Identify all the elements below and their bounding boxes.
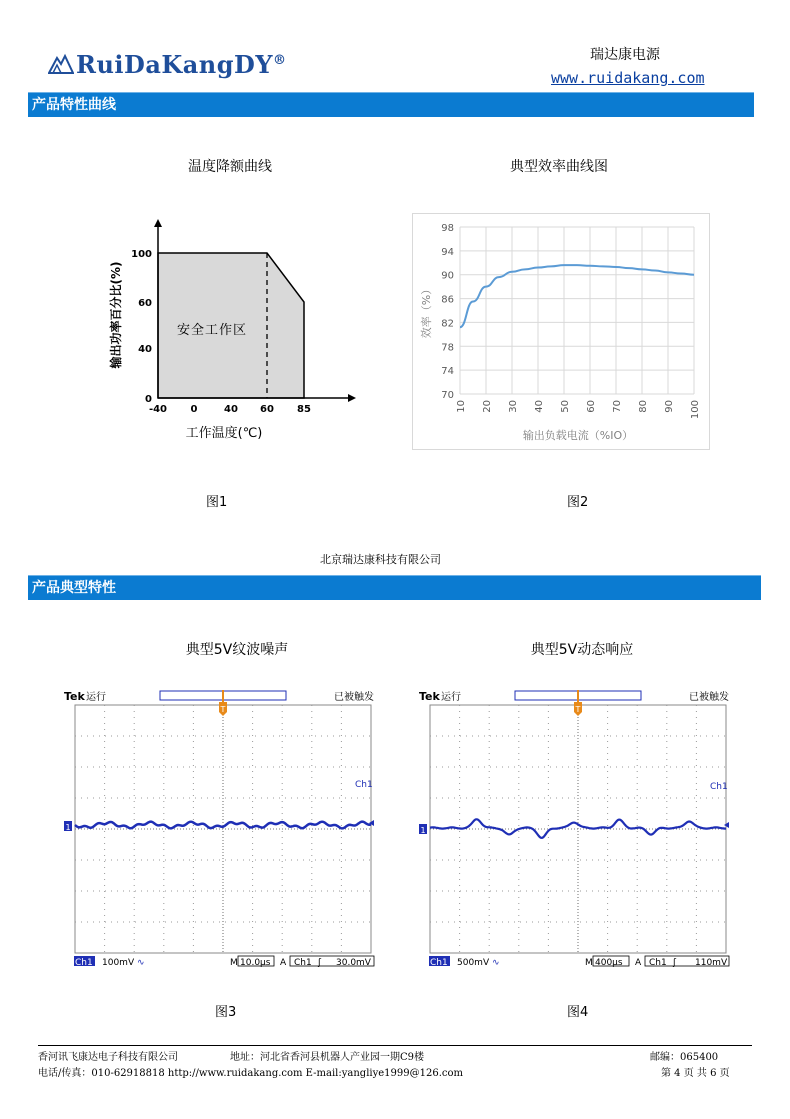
x-tick-label: 70 (612, 400, 623, 413)
x-tick-label: 60 (260, 404, 274, 415)
derating-chart (100, 210, 370, 450)
time-scale: 10.0µs (240, 958, 271, 968)
y-tick-label: 74 (441, 366, 454, 378)
y-tick-label: 40 (138, 344, 152, 355)
channel1-marker: Ch1 (355, 780, 373, 790)
ground-marker-label: 1 (65, 823, 71, 832)
y-tick-label: 82 (441, 318, 454, 330)
trigger-prefix: A (635, 958, 642, 968)
registered-mark: ® (272, 53, 287, 68)
figure1-caption: 图1 (206, 495, 228, 510)
y-tick-label: 90 (441, 270, 454, 282)
logo-text: RuiDaKangDY (76, 50, 273, 79)
trigger-level: 110mV (695, 958, 728, 968)
chart2-ylabel: 效率（%） (420, 283, 433, 339)
mountain-logo-icon (48, 53, 74, 75)
company-name-middle: 北京瑞达康科技有限公司 (320, 553, 441, 566)
brand-name: 瑞达康电源 (590, 47, 660, 63)
x-tick-label: 40 (534, 400, 545, 413)
company-logo (48, 50, 286, 79)
x-tick-label: 85 (297, 404, 311, 415)
ground-marker-label: 1 (420, 826, 426, 835)
x-tick-label: 80 (638, 400, 649, 413)
ch1-scale: 500mV (457, 958, 490, 968)
chart2-title: 典型效率曲线图 (510, 159, 608, 175)
trigger-status: 已被触发 (689, 692, 729, 703)
trigger-marker-label: T (575, 705, 581, 714)
trigger-source: Ch1 (649, 958, 667, 968)
website-link[interactable]: www.ruidakang.com (551, 69, 705, 87)
run-status: 运行 (441, 692, 461, 703)
x-tick-label: 100 (690, 400, 701, 420)
y-tick-label: 70 (441, 390, 454, 401)
y-tick-label: 98 (441, 223, 454, 234)
x-tick-label: 50 (560, 400, 571, 413)
time-prefix: M (585, 958, 593, 968)
y-tick-label: 60 (138, 298, 152, 309)
trigger-slope-icon: ʃ (673, 958, 677, 968)
y-tick-label: 78 (441, 342, 454, 354)
chart1-ylabel: 输出功率百分比(%) (109, 261, 123, 369)
x-tick-label: 40 (224, 404, 238, 415)
footer-page-number: 第 4 页 共 6 页 (661, 1068, 730, 1079)
channel1-marker: Ch1 (710, 782, 728, 792)
trigger-source: Ch1 (294, 958, 312, 968)
scope2-title: 典型5V动态响应 (530, 642, 634, 658)
footer-address: 地址：河北省香河县机器人产业园一期C9楼 (230, 1052, 425, 1063)
trigger-prefix: A (280, 958, 287, 968)
oscilloscope-dynamic (419, 688, 733, 971)
trigger-status: 已被触发 (334, 692, 374, 703)
chart2-xlabel: 输出负载电流（%IO） (522, 429, 634, 442)
ch1-scale: 100mV (102, 958, 135, 968)
figure3-caption: 图3 (215, 1005, 237, 1020)
y-tick-label: 86 (441, 294, 454, 306)
x-tick-label: 30 (508, 400, 519, 413)
trigger-slope-icon: ʃ (318, 958, 322, 968)
y-tick-label: 100 (131, 249, 152, 260)
scope1-title: 典型5V纹波噪声 (185, 642, 289, 658)
y-tick-label: 94 (441, 246, 454, 258)
tek-brand: Tek (419, 690, 440, 703)
x-axis-arrow (348, 394, 356, 402)
trigger-level: 30.0mV (336, 958, 371, 968)
time-prefix: M (230, 958, 238, 968)
footer-company: 香河讯飞康达电子科技有限公司 (38, 1052, 178, 1063)
y-axis-arrow (154, 219, 162, 227)
figure2-caption: 图2 (567, 495, 589, 510)
x-tick-label: 20 (482, 400, 493, 413)
ch1-coupling-icon: ∿ (137, 958, 145, 968)
chart1-xlabel: 工作温度(℃) (185, 426, 263, 441)
chart1-title: 温度降额曲线 (188, 159, 272, 175)
efficiency-chart (412, 213, 712, 451)
time-scale: 400µs (595, 958, 623, 968)
figure4-caption: 图4 (567, 1005, 589, 1020)
x-tick-label: 10 (456, 400, 467, 413)
run-status: 运行 (86, 692, 106, 703)
ch1-badge-label: Ch1 (430, 958, 448, 968)
section-bar-characteristics: 产品特性曲线 (28, 92, 754, 117)
safe-area-label: 安全工作区 (176, 323, 248, 338)
tek-brand: Tek (64, 690, 85, 703)
y-tick-label: 0 (145, 394, 152, 405)
trigger-marker-label: T (220, 705, 226, 714)
x-tick-label: -40 (148, 404, 168, 415)
footer-divider (38, 1045, 752, 1046)
scope2-status-bar (429, 956, 729, 968)
x-tick-label: 60 (586, 400, 597, 413)
chart-frame (413, 214, 710, 450)
x-tick-label: 90 (664, 400, 675, 413)
oscilloscope-ripple (64, 688, 378, 971)
footer-postcode: 邮编：065400 (650, 1052, 719, 1063)
ch1-coupling-icon: ∿ (492, 958, 500, 968)
scope1-status-bar (74, 956, 374, 968)
section-bar-typical: 产品典型特性 (28, 575, 761, 600)
x-tick-label: 0 (190, 404, 198, 415)
ch1-badge-label: Ch1 (75, 958, 93, 968)
footer-contact: 电话/传真：010-62918818 http://www.ruidakang.com E-mail:yangliye1999@126.com (38, 1068, 463, 1079)
